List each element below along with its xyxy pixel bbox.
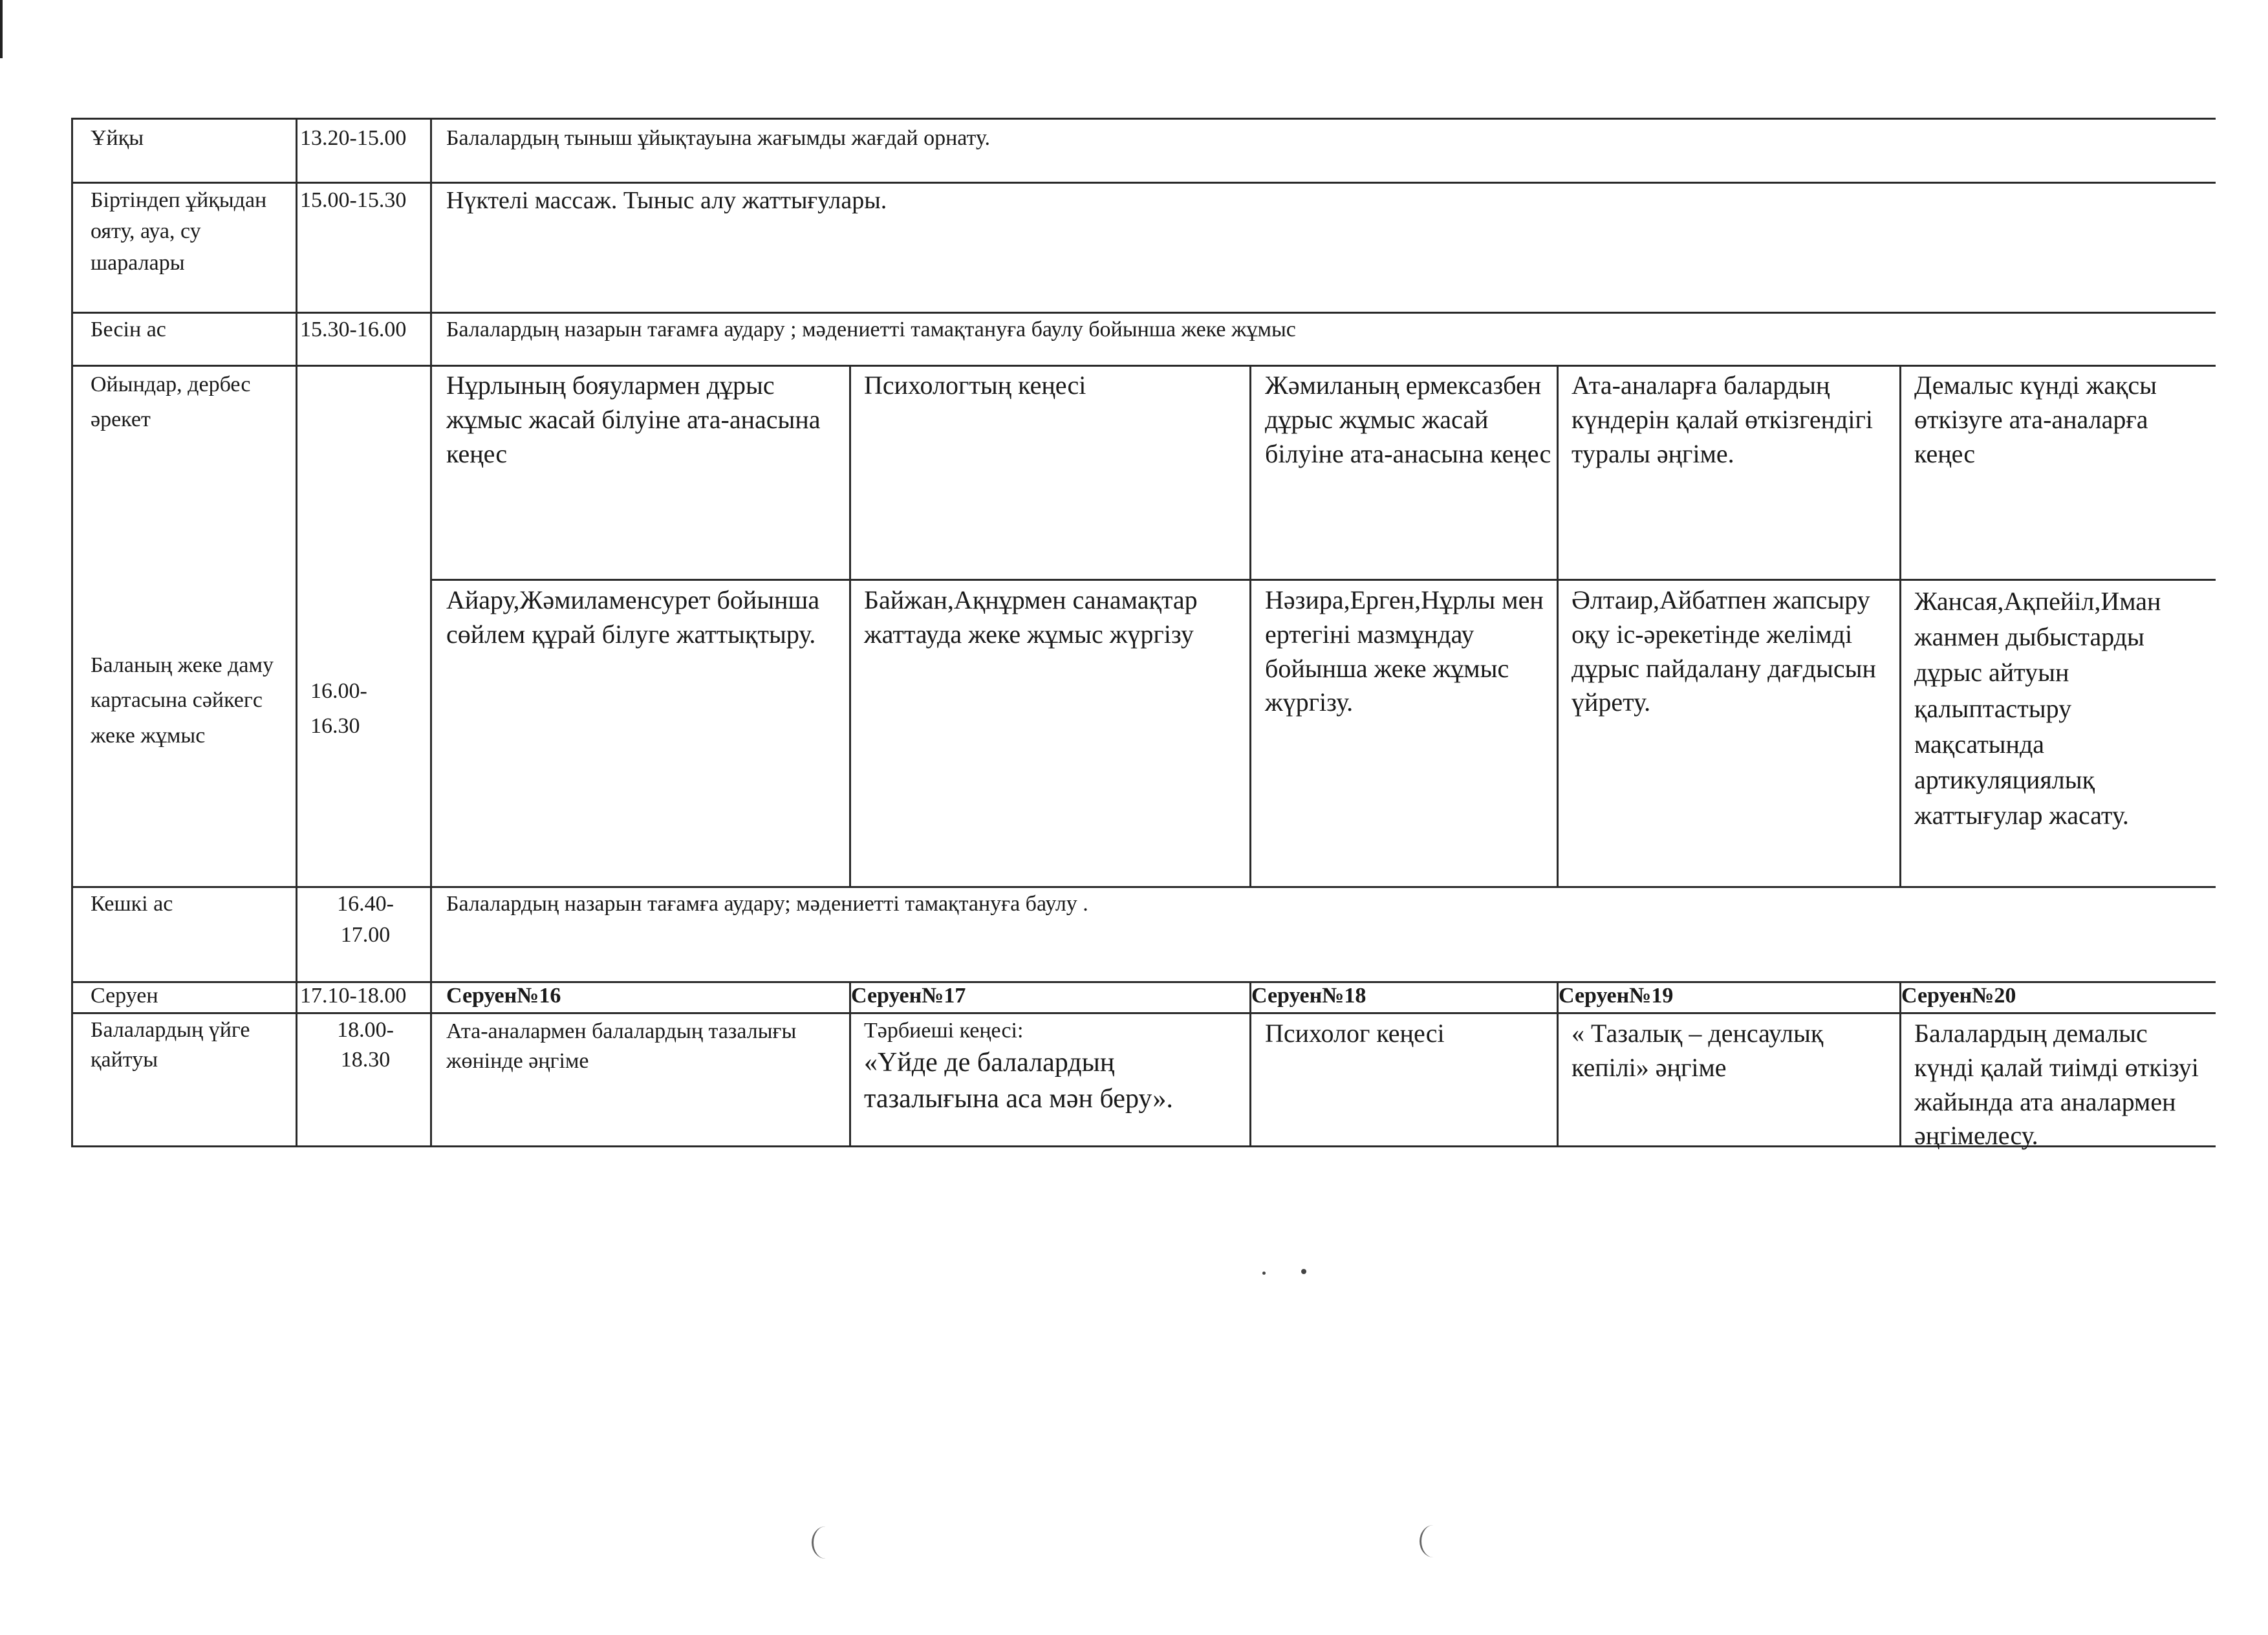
time-snack: 15.30-16.00 [300,318,407,341]
individual-cell-2: Байжан,Ақнұрмен санамақтар жаттауда жеке жұмыс жүргізу [864,585,1198,649]
time-wake: 15.00-15.30 [300,188,407,212]
scan-speck [1262,1272,1266,1275]
table-rule [71,886,2216,888]
table-rule [71,118,2216,120]
time-home: 18.00-18.30 [337,1018,394,1072]
activity-text-sleep: Балалардың тыныш ұйықтауына жағымды жағдай орнату. [446,126,991,150]
walk-cell-5: Серуен№20 [1901,984,2016,1008]
walk-cell-3: Серуен№18 [1251,984,1366,1008]
activity-label-snack: Бесін ас [91,318,166,341]
table-rule [71,118,73,1147]
games-cell-5: Демалыс күнді жақсы өткізуге ата-аналарға кеңес [1914,371,2157,468]
activity-text-wake: Нүктелі массаж. Тыныс алу жаттығулары. [446,187,887,214]
scan-arc-mark [812,1526,839,1559]
home-cell-5: Балалардың демалыс күнді қалай тиімді өткізуі жайында ата аналармен әңгімелесу. [1914,1019,2199,1151]
home-cell-2-title: Тәрбиеші кеңесі: [864,1019,1024,1043]
games-cell-1: Нұрлының бояулармен дұрыс жұмыс жасай білуіне ата-анасына кеңес [446,371,821,468]
time-individual: 16.00-16.30 [310,679,367,739]
home-cell-4: « Тазалық – денсаулық кепілі» әңгіме [1571,1019,1824,1082]
table-rule [71,365,2216,367]
activity-label-home: Балалардың үйге қайтуы [91,1018,250,1072]
individual-cell-5: Жансая,Ақпейіл,Иман жанмен дыбыстарды дұрыс айтуын қалыптастыру мақсатында артикуляциялық жаттығулар жасату. [1914,587,2161,830]
home-cell-1: Ата-аналармен балалардың тазалығы жөнінде әңгіме [446,1019,797,1073]
activity-text-dinner: Балалардың назарын тағамға аудару; мәдениетті тамақтануға баулу . [446,892,1088,916]
home-cell-2-quote: «Үйде де балалардың тазалығына аса мән беру». [864,1048,1173,1114]
walk-cell-1: Серуен№16 [446,984,561,1008]
scan-speck [1301,1269,1306,1274]
activity-text-snack: Балалардың назарын тағамға аудару ; мәдениетті тамақтануға баулу бойынша жеке жұмыс [446,318,1296,341]
activity-label-sleep: Ұйқы [91,126,144,150]
table-rule [1249,365,1251,886]
time-walk: 17.10-18.00 [300,984,407,1008]
time-sleep: 13.20-15.00 [300,126,407,150]
daily-schedule-table [71,118,2216,1151]
table-rule [430,579,2216,581]
table-rule [296,118,297,1147]
table-rule [71,1012,2216,1014]
games-cell-3: Жәмиланың ермексазбен дұрыс жұмыс жасай білуіне ата-анасына кеңес [1265,371,1551,468]
activity-label-dinner: Кешкі ас [91,892,173,916]
scan-arc-mark [1420,1525,1447,1557]
home-cell-2 [859,1017,1247,1117]
home-cell-3: Психолог кеңесі [1265,1019,1445,1048]
scan-edge-mark [0,0,3,58]
individual-cell-4: Әлтаир,Айбатпен жапсыру оқу іс-әрекетінде желімді дұрыс пайдалану дағдысын үйрету. [1571,585,1876,717]
games-cell-4: Ата-аналарға балардың күндерін қалай өткізгендігі туралы әңгіме. [1571,371,1873,468]
individual-cell-3: Нәзира,Ерген,Нұрлы мен ертегіні мазмұндау бойынша жеке жұмыс жүргізу. [1265,585,1544,717]
individual-cell-1: Айару,Жәмиламенсурет бойынша сөйлем құрай білуге жаттықтыру. [446,585,820,649]
table-rule [71,1145,2216,1147]
time-dinner: 16.40-17.00 [337,892,394,947]
table-rule [849,365,851,886]
activity-label-walk: Серуен [91,984,158,1008]
activity-label-wake: Біртіндеп ұйқыдан ояту, ауа, су шаралары [91,188,267,275]
walk-cell-2: Серуен№17 [851,984,966,1008]
activity-label-games: Ойындар, дербес әрекет [91,373,251,432]
walk-cell-4: Серуен№19 [1559,984,1674,1008]
games-cell-2: Психологтың кеңесі [864,371,1086,400]
activity-label-individual: Баланың жеке даму картасына сәйкегс жеке жұмыс [91,653,274,748]
table-rule [71,312,2216,314]
